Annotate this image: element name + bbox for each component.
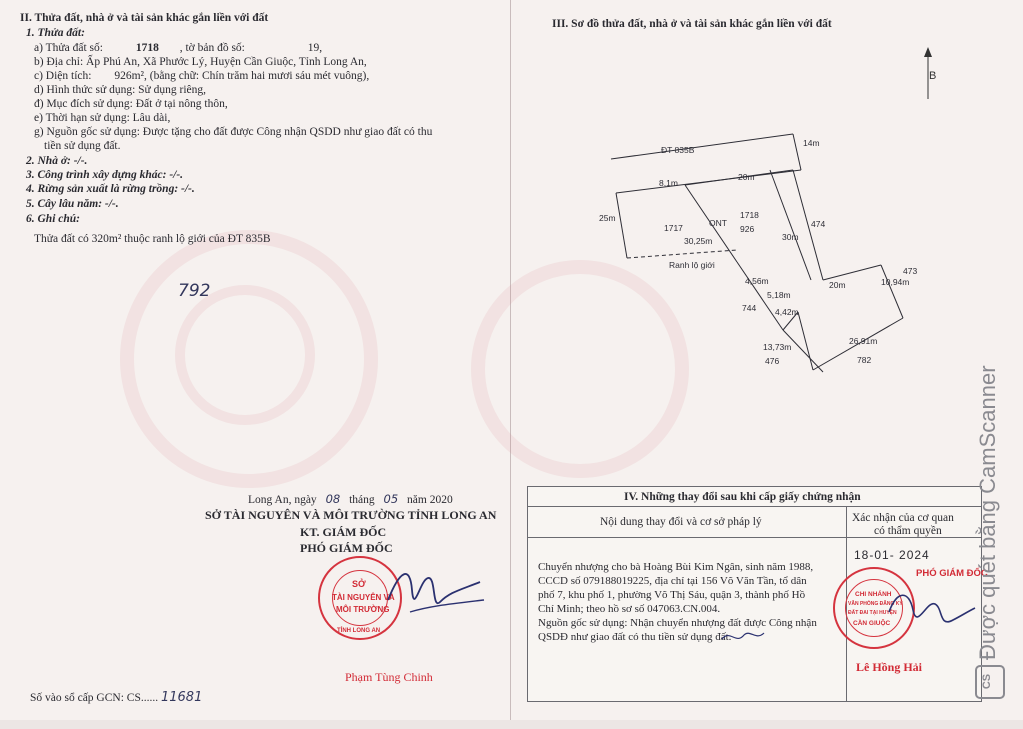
lot-1717: 1717 — [664, 223, 683, 233]
usage-form-line: d) Hình thức sử dụng: Sử dụng riêng, — [34, 84, 207, 96]
certificate-entry — [30, 691, 202, 705]
watermark-emblem-inner — [175, 281, 315, 425]
certificate-label: Số vào sổ cấp GCN: CS...... — [30, 692, 159, 704]
area-926: 926 — [740, 224, 755, 234]
parcel-label: a) Thửa đất số: — [34, 42, 103, 54]
branch-stamp-line-1: CHI NHÁNH — [855, 591, 892, 598]
date-year: năm 2020 — [407, 494, 453, 506]
usage-term-line: e) Thời hạn sử dụng: Lâu dài, — [34, 112, 171, 124]
col-confirm-header-1: Xác nhận của cơ quan — [852, 512, 954, 524]
initials-mark — [718, 627, 768, 647]
area-line — [34, 70, 369, 83]
stamp-ring-text: TỈNH LONG AN — [337, 628, 381, 634]
kt-director: KT. GIÁM ĐỐC — [300, 525, 387, 539]
area-value: 926m², (bằng chữ: Chín trăm hai mươi sáu mét vuông), — [114, 70, 370, 82]
lot-473: 473 — [903, 266, 918, 276]
parcel-number: 1718 — [135, 42, 159, 54]
camscanner-text: Được quét bằng CamScanner — [975, 365, 1000, 660]
left-page — [0, 0, 511, 720]
branch-signer-name: Lê Hồng Hải — [856, 660, 923, 674]
parcel-diagram — [511, 0, 1023, 400]
road-edge-top — [611, 134, 793, 159]
land-type-ont: ONT — [709, 218, 727, 228]
notes-text: Thửa đất có 320m² thuộc ranh lộ giới của ĐT 835B — [34, 233, 271, 245]
forest-line: 4. Rừng sản xuất là rừng trồng: -/-. — [26, 183, 195, 195]
change-line-6: QSDĐ như giao đất có thu tiền sử dụng đất. — [538, 631, 732, 643]
dim-30-25m: 30,25m — [684, 236, 713, 246]
issuing-agency: SỞ TÀI NGUYÊN VÀ MÔI TRƯỜNG TỈNH LONG AN — [205, 508, 497, 522]
change-line-5: Nguồn gốc sử dụng: Nhận chuyển nhượng đất được Công nhận — [538, 617, 817, 629]
lot-782: 782 — [857, 355, 872, 365]
lot-1718: 1718 — [740, 210, 759, 220]
change-line-4: Chí Minh; theo hồ sơ số 047063.CN.004. — [538, 603, 721, 615]
issue-date — [248, 493, 453, 507]
address-line: b) Địa chỉ: Ấp Phú An, Xã Phước Lý, Huyện Cần Giuộc, Tỉnh Long An, — [34, 56, 367, 68]
lot-1717-left-edge — [616, 193, 627, 258]
house-line: 2. Nhà ở: -/-. — [26, 155, 88, 167]
stamp-bottom-text: MÔI TRƯỜNG — [336, 605, 390, 614]
map-number: 19, — [307, 42, 323, 54]
change-line-2: CCCD số 079188019225, địa chỉ tại 156 Võ Văn Tần, tổ dân — [538, 575, 807, 587]
area-label: c) Diện tích: — [34, 70, 92, 82]
changes-title: IV. Những thay đổi sau khi cấp giấy chứng nhận — [624, 491, 861, 503]
land-heading: 1. Thửa đất: — [26, 27, 85, 39]
signer-name: Phạm Tùng Chinh — [345, 670, 433, 684]
dim-10-94m: 10,94m — [881, 277, 910, 287]
dim-14m: 14m — [803, 138, 820, 148]
camscanner-logo-text: CS — [981, 673, 994, 690]
road-label: ĐT 835B — [661, 145, 695, 155]
branch-stamp-line-4: CẦN GIUỘC — [853, 620, 891, 627]
branch-signature — [883, 582, 978, 642]
deputy-director-title: PHÓ GIÁM ĐỐC — [300, 541, 393, 555]
dim-4-42m: 4,42m — [775, 307, 799, 317]
lot-473-edge — [823, 265, 881, 280]
branch-stamp-line-2: VĂN PHÒNG ĐĂNG KÝ — [848, 601, 903, 607]
setback-label: Ranh lộ giới — [669, 260, 715, 270]
diagram-section-title: III. Sơ đồ thửa đất, nhà ở và tài sản khác gắn liền với đất — [552, 18, 832, 30]
construction-line: 3. Công trình xây dựng khác: -/-. — [26, 169, 184, 181]
dim-20m-top: 20m — [738, 172, 755, 182]
lot-473-right — [881, 265, 903, 318]
dim-5-18m: 5,18m — [767, 290, 791, 300]
perennial-line: 5. Cây lâu năm: -/-. — [26, 198, 119, 210]
dim-13-73m: 13,73m — [763, 342, 792, 352]
date-month: 05 — [383, 492, 399, 506]
confirm-date: 18-01- 2024 — [854, 548, 930, 562]
notes-heading: 6. Ghi chú: — [26, 213, 80, 225]
col-confirm-header-2: có thẩm quyền — [874, 525, 942, 537]
parcel-line — [34, 42, 322, 55]
lot-boundary-474 — [770, 170, 811, 280]
map-label: , tờ bản đồ số: — [179, 42, 245, 54]
signature — [380, 560, 490, 630]
camscanner-logo — [975, 665, 1005, 699]
dim-26-91m: 26,91m — [849, 336, 878, 346]
road-end-line — [793, 134, 801, 170]
parcel-step-2 — [798, 312, 813, 370]
change-line-3: phố 7, khu phố 1, phường Võ Thị Sáu, quận 3, thành phố Hồ — [538, 589, 806, 601]
stamp-mid-text: TÀI NGUYÊN VÀ — [332, 593, 395, 602]
date-month-label: tháng — [349, 494, 375, 506]
table-header-line — [528, 506, 981, 507]
confirm-title: PHÓ GIÁM ĐỐC — [916, 568, 988, 579]
handwritten-number: 792 — [178, 281, 211, 301]
col-content-header: Nội dung thay đổi và cơ sở pháp lý — [600, 516, 762, 528]
dim-20m-right: 20m — [829, 280, 846, 290]
branch-stamp-line-3: ĐẤT ĐAI TẠI HUYỆN — [848, 610, 897, 616]
road-setback-line — [627, 250, 737, 258]
certificate-number: 11681 — [160, 690, 203, 705]
change-line-1: Chuyển nhượng cho bà Hoàng Bùi Kim Ngân, sinh năm 1988, — [538, 561, 814, 573]
changes-table — [527, 486, 988, 702]
north-label: B — [929, 70, 937, 82]
usage-purpose-line: đ) Mục đích sử dụng: Đất ở tại nông thôn, — [34, 98, 228, 110]
stamp-top-text: SỞ — [352, 579, 366, 589]
lot-476: 476 — [765, 356, 780, 366]
lot-744: 744 — [742, 303, 757, 313]
dim-30m: 30m — [782, 232, 799, 242]
dim-8-1m: 8,1m — [659, 178, 678, 188]
date-prefix: Long An, ngày — [248, 494, 317, 506]
dim-4-56m: 4,56m — [745, 276, 769, 286]
origin-line-1: g) Nguồn gốc sử dụng: Được tặng cho đất được Công nhận QSDD như giao đất có thu — [34, 126, 433, 138]
lot-474: 474 — [811, 219, 826, 229]
dim-25m: 25m — [599, 213, 616, 223]
section-title: II. Thửa đất, nhà ở và tài sản khác gắn liền với đất — [20, 12, 269, 24]
date-day: 08 — [325, 492, 341, 506]
origin-line-2: tiền sử dụng đất. — [44, 140, 121, 152]
